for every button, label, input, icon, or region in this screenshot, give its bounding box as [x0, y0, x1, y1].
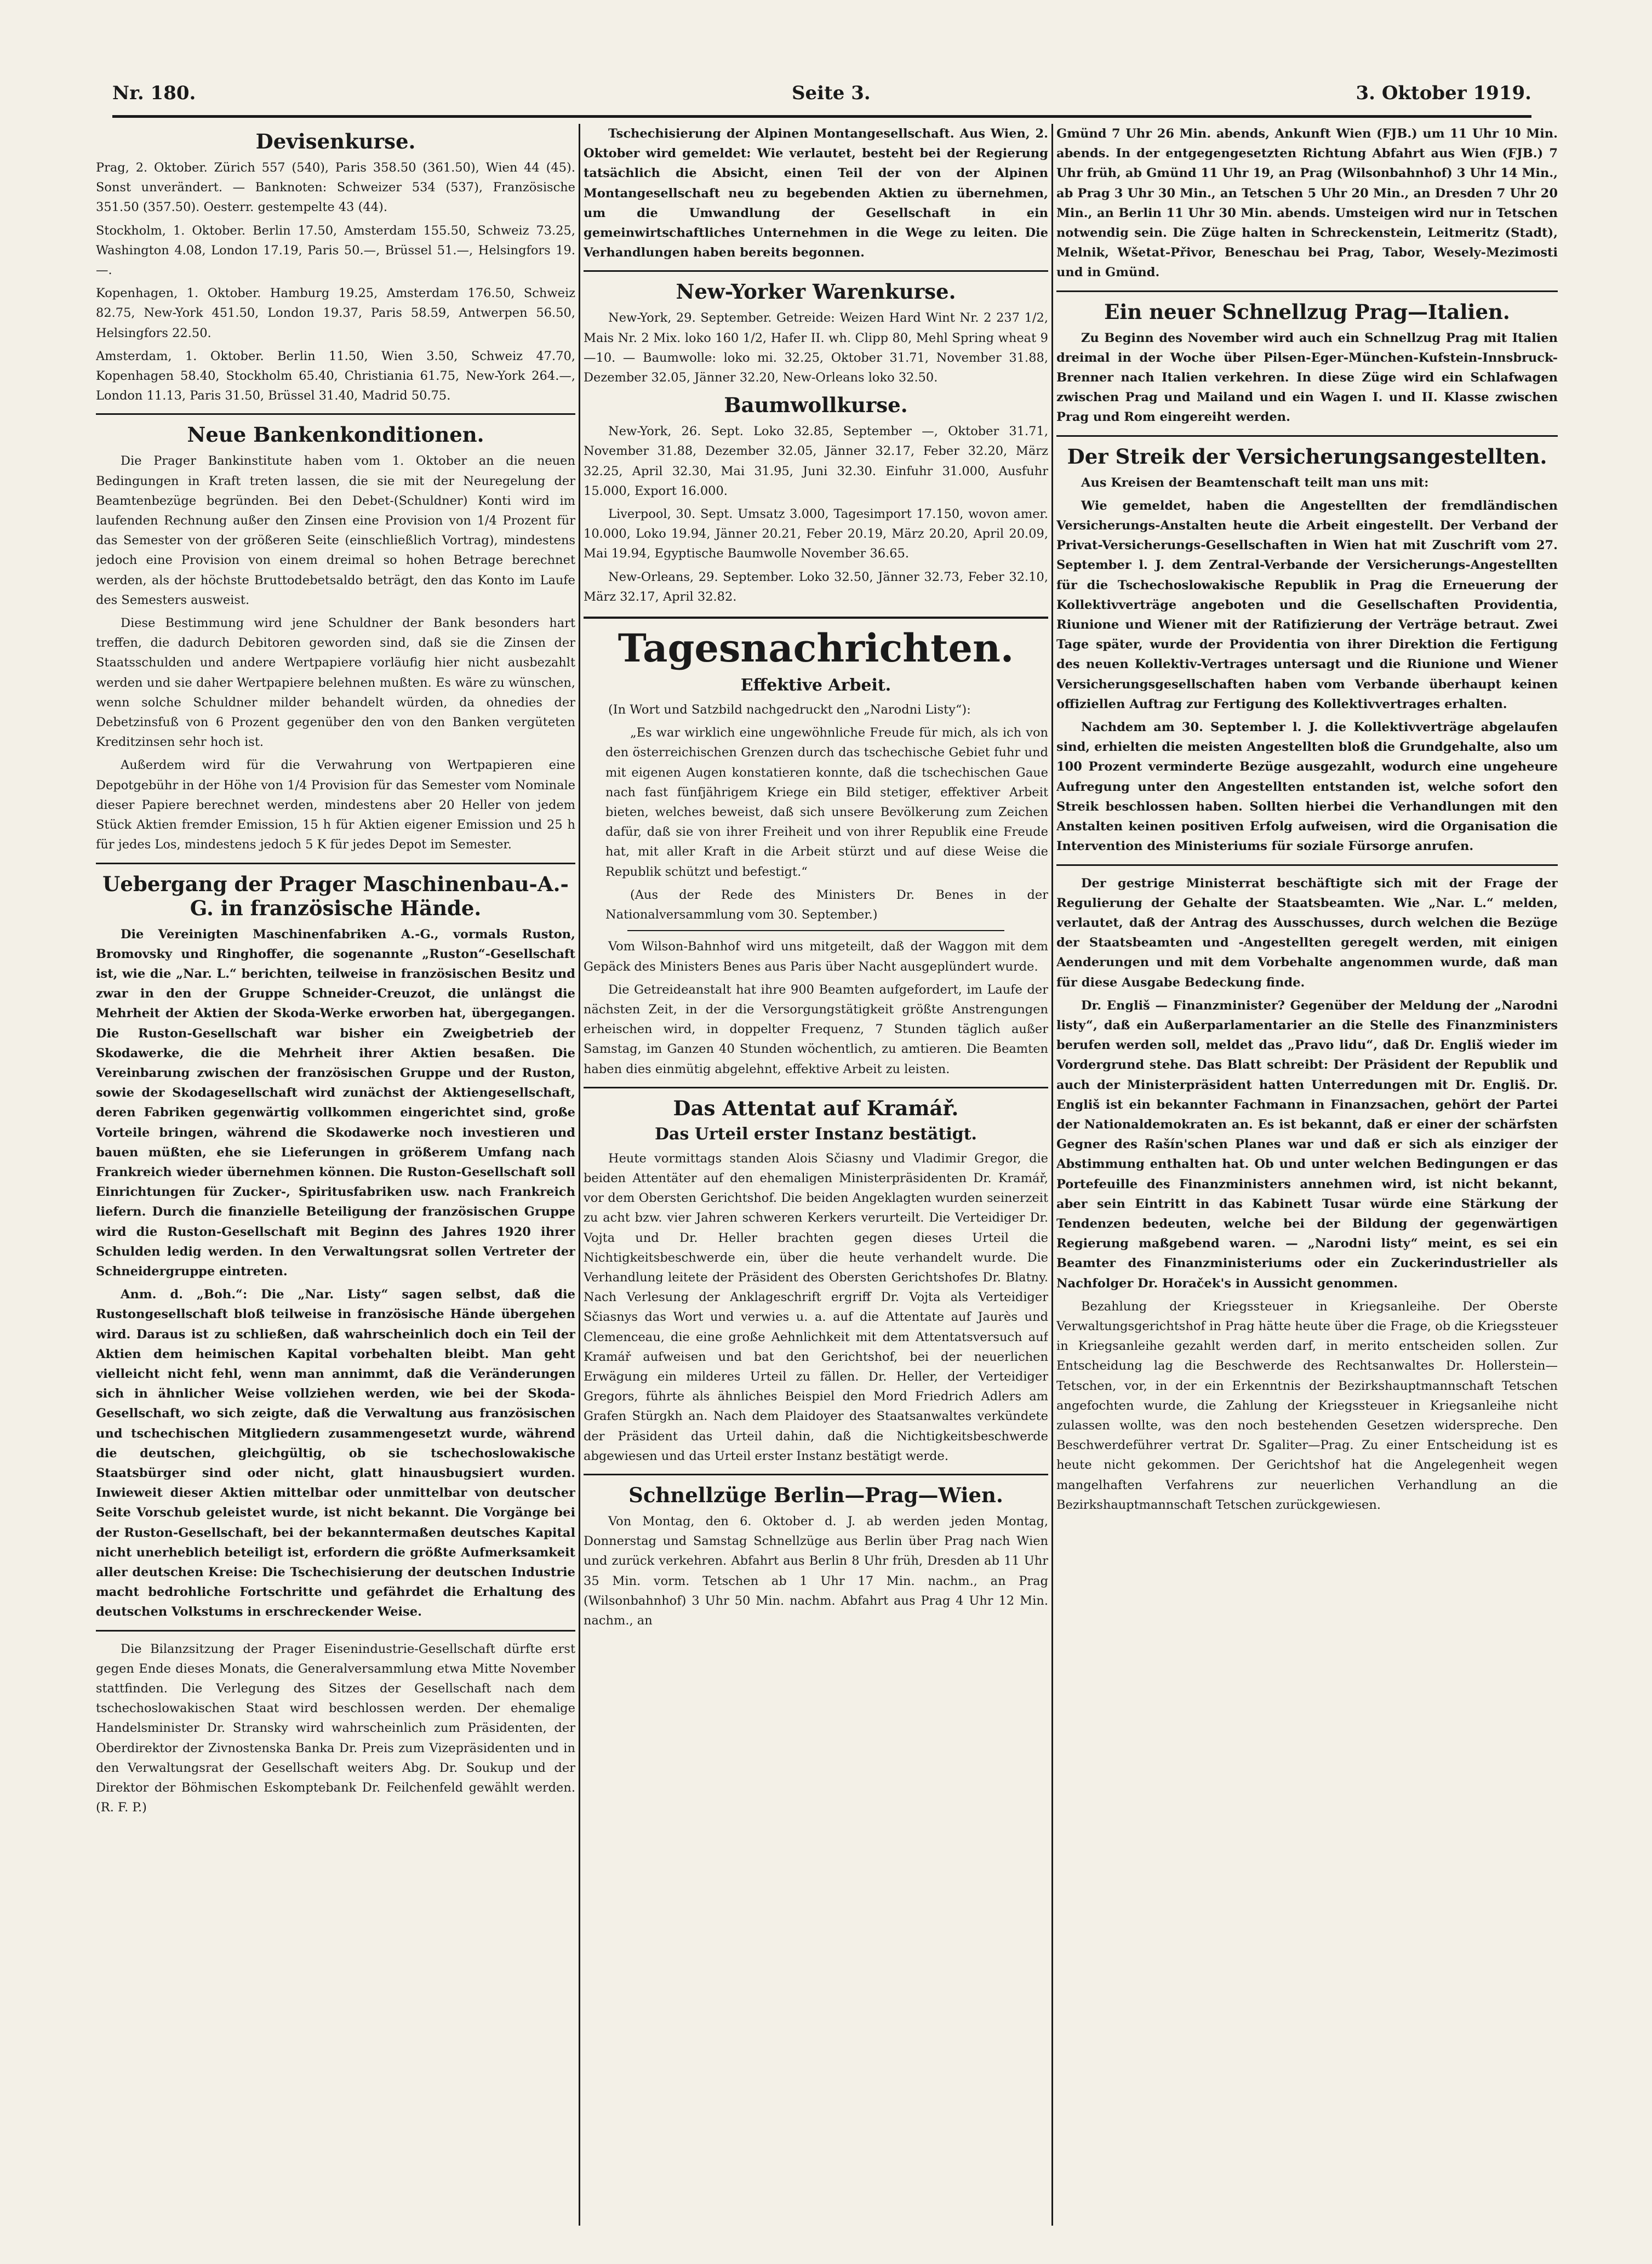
paragraph: Diese Bestimmung wird jene Schuldner der Bank besonders hart treffen, die dadurch Debitoren geworden sind, daß sie die Zinsen der Staatsschulden und andere Wertpapiere vorläufig hier nicht ausbezahlt werden und sie daher Wertpapiere belehnen mußten. Es wäre zu wünschen, wenn solche Schuldner milder behandelt würden, da ohnedies der Debetzinsfuß von 6 Prozent gegenüber den von den Banken vergüteten Kreditzinsen sehr hoch ist. — [96, 616, 575, 750]
section-rule — [1056, 435, 1558, 437]
paragraph: Amsterdam, 1. Oktober. Berlin 11.50, Wien 3.50, Schweiz 47.70, Kopenhagen 58.40, Stockholm 65.40, Christiania 61.75, New-York 264.—, London 11.13, Paris 31.50, Brüssel 31.40, Madrid 50.75. — [96, 349, 575, 403]
issue-number: Nr. 180. — [112, 82, 196, 104]
paragraph: Die Getreideanstalt hat ihre 900 Beamten aufgefordert, im Laufe der nächsten Zeit, in der die Versorgungstätigkeit größte Anstrengungen erheischen wird, in doppelter Frequenz, 7 Stunden täglich außer Samstag, im Ganzen 40 Stunden wöchentlich, zu amtieren. Die Beamten haben dies einmütig abgelehnt, effektive Arbeit zu leisten. — [584, 982, 1048, 1076]
article-title: Baumwollkurse. — [724, 393, 908, 418]
paragraph: (Aus der Rede des Ministers Dr. Benes in der Nationalversammlung vom 30. September.) — [605, 887, 1048, 922]
paragraph: Die Vereinigten Maschinenfabriken A.-G., vormals Ruston, Bromovsky und Ringhoffer, die sogenannte „Ruston“-Gesellschaft ist, wie die „Nar. L.“ berichten, teilweise in französischen Besitz und zwar in den der Gruppe Schneider-Creuzot, die unlängst die Mehrheit der Aktien der Skoda-Werke erworben hat, übergegangen. Die Ruston-Gesellschaft war bisher ein Zweigbetrieb der Skodawerke, die die Mehrheit ihrer Aktien besaßen. Die Vereinbarung zwischen der französischen Gruppe und der Ruston, sowie der Skodagesellschaft wird zunächst der Aktiengesellschaft, deren Fabriken gegenwärtig vollkommen eingerichtet sind, große Vorteile bringen, während die Skodawerke noch investieren und bauen müßten, ehe sie Lieferungen in größerem Umfang nach Frankreich wieder übernehmen können. Die Ruston-Gesellschaft soll Einrichtungen für Zucker-, Spiritusfabriken usw. nach Frankreich liefern. Durch die finanzielle Beteiligung der französischen Gruppe wird die Ruston-Gesellschaft mit Beginn des Jahres 1920 ihrer Schulden ledig werden. In den Verwaltungsrat sollen Vertreter der Schneidergruppe eintreten. — [96, 927, 575, 1279]
article-title: Der Streik der Versicherungsangestellten. — [1067, 444, 1547, 469]
paragraph: Liverpool, 30. Sept. Umsatz 3.000, Tagesimport 17.150, wovon amer. 10.000, Loko 19.94, Jänner 20.21, Feber 20.19, März 20.20, April 20.09, Mai 19.94, Egyptische Baumwolle November 36.65. — [584, 507, 1048, 561]
paragraph: Außerdem wird für die Verwahrung von Wertpapieren eine Depotgebühr in der Höhe von 1/4 Provision für das Semester vom Nominale dieser Papiere berechnet werden, mindestens aber 20 Heller von jedem Stück Aktien fremder Emission, 15 h für Aktien eigener Emission und 25 h für jedes Los, mindestens jedoch 5 K für jedes Depot im Semester. — [96, 758, 575, 852]
article-tagesnachrichten — [584, 617, 1048, 1079]
separator — [627, 930, 1004, 931]
paragraph: Die Bilanzsitzung der Prager Eisenindustrie-Gesellschaft dürfte erst gegen Ende dieses Monats, die Generalversammlung etwa Mitte November stattfinden. Die Verlegung des Sitzes der Gesellschaft nach dem tschechoslowakischen Staat wird beschlossen werden. Der ehemalige Handelsminister Dr. Stransky wird wahrscheinlich zum Präsidenten, der Oberdirektor der Zivnostenska Banka Dr. Preis zum Vizepräsidenten und in den Verwaltungsrat der Gesellschaft weiters Abg. Dr. Soukup und der Direktor der Böhmischen Eskomptebank Dr. Feilchenfeld gewählt werden. (R. F. P.) — [96, 1641, 575, 1815]
article-title: Devisenkurse. — [255, 129, 416, 153]
section-rule — [584, 1474, 1048, 1475]
paragraph: Anm. d. „Boh.“: Die „Nar. Listy“ sagen selbst, daß die Rustongesellschaft bloß teilweise in französische Hände übergehen wird. Daraus ist zu schließen, daß wahrscheinlich doch ein Teil der Aktien dem heimischen Kapital vorbehalten bleibt. Man geht vielleicht nicht fehl, wenn man annimmt, daß die Veränderungen sich in ähnlicher Weise vollziehen werden, wie bei der Skoda-Gesellschaft, wo sich zeigte, daß die Verwaltung aus französischen und tschechischen Mitgliedern zusammengesetzt wurde, während die deutschen, gleichgültig, ob sie tschechoslowakische Staatsbürger sind oder nicht, glatt hinausbugsiert wurden. Inwieweit dieser Aktien mittelbar oder unmittelbar von deutscher Seite Vorschub geleistet wurde, ist nicht bekannt. Die Vorgänge bei der Ruston-Gesellschaft, bei der bekanntermaßen deutsches Kapital nicht unerheblich beteiligt ist, erfordern die größte Aufmerksamkeit aller deutschen Kreise: Die Tschechisierung der deutschen Industrie macht bedrohliche Fortschritte und gefährdet die Erhaltung des deutschen Volkstums in erschreckender Weise. — [96, 1287, 575, 1619]
column-divider — [1051, 124, 1053, 2226]
paragraph: „Es war wirklich eine ungewöhnliche Freude für mich, als ich von den österreichischen Grenzen durch das tschechische Gebiet fuhr und mit eigenen Augen konstatieren konnte, daß die tschechischen Gaue nach fast fünfjährigem Kriege ein Bild stetiger, effektiver Arbeit bieten, welches beweist, daß sich unsere Bevölkerung zum Zeichen dafür, daß sie von ihrer Freiheit und von ihrer Republik eine Freude hat, mit aller Kraft in die Arbeit stürzt und auf diese Weise die Republik schützt und befestigt.“ — [605, 726, 1048, 879]
article-newyork — [584, 280, 1048, 387]
section-rule — [1056, 864, 1558, 866]
paragraph: Die Prager Bankinstitute haben vom 1. Oktober an die neuen Bedingungen in Kraft treten lassen, die sie mit der Neuregelung der Beamtenbezüge begründen. Bei den Debet-(Schuldner) Konti wird im laufenden Rechnung außer den Zinsen eine Provision von 1/4 Prozent für das Semester von der größeren Seite (einschließlich Vortrag), mindestens jedoch eine Provision von einem dreimal so hohen Betrage berechnet werden, als der höchste Bruttodebetsaldo beträgt, den das Konto im Laufe des Semesters ausweist. — [96, 454, 575, 607]
article-schnellzuege — [584, 1483, 1048, 1630]
section-rule — [96, 413, 575, 415]
paragraph: New-York, 29. September. Getreide: Weizen Hard Wint Nr. 2 237 1/2, Mais Nr. 2 Mix. loko 160 1/2, Hafer II. wh. Clipp 80, Mehl Spring wheat 9—10. — Baumwolle: loko mi. 32.25, Oktober 31.71, November 31.88, Dezember 32.05, Jänner 32.20, New-Orleans loko 32.50. — [584, 311, 1048, 385]
paragraph: Stockholm, 1. Oktober. Berlin 17.50, Amsterdam 155.50, Schweiz 73.25, Washington 4.08, London 17.19, Paris 50.—, Brüssel 51.—, Helsingfors 19.—. — [96, 223, 575, 278]
paragraph: New-Orleans, 29. September. Loko 32.50, Jänner 32.73, Feber 32.10, März 32.17, April 32.82. — [584, 569, 1048, 604]
article-title: New-Yorker Warenkurse. — [676, 280, 956, 304]
article-title: Schnellzüge Berlin—Prag—Wien. — [628, 1482, 1003, 1507]
paragraph: Der gestrige Ministerrat beschäftigte sich mit der Frage der Regulierung der Gehalte der Staatsbeamten. Wie „Nar. L.“ melden, verlautet, daß der Antrag des Ausschusses, durch welchen die Bezüge der Staatsbeamten und -Angestellten geregelt werden, mit einigen Aenderungen und mit dem Vorbehalte angenommen wurde, daß man für diese Ausgabe Bedeckung finde. — [1056, 876, 1558, 990]
issue-date: 3. Oktober 1919. — [1356, 82, 1531, 104]
paragraph: Tschechisierung der Alpinen Montangesellschaft. Aus Wien, 2. Oktober wird gemeldet: Wie verlautet, besteht bei der Regierung tatsächlich die Absicht, einen Teil der von der Alpinen Montangesellschaft neu zu begebenden Aktien zu übernehmen, um die Umwandlung der Gesellschaft in ein gemeinwirtschaftliches Unternehmen in die Wege zu leiten. Die Verhandlungen haben bereits begonnen. — [584, 127, 1048, 260]
paragraph: Aus Kreisen der Beamtenschaft teilt man uns mit: — [1081, 475, 1429, 490]
paragraph: Von Montag, den 6. Oktober d. J. ab werden jeden Montag, Donnerstag und Samstag Schnellzüge aus Berlin über Prag nach Wien und zurück verkehren. Abfahrt aus Berlin 8 Uhr früh, Dresden ab 11 Uhr 35 Min. vorm. Tetschen ab 1 Uhr 17 Min. nachm., an Prag (Wilsonbahnhof) 3 Uhr 50 Min. nachm. Abfahrt aus Prag 4 Uhr 12 Min. nachm., an — [584, 1514, 1048, 1628]
article-italien — [1056, 300, 1558, 427]
section-rule — [1056, 290, 1558, 292]
article-bankenkonditionen — [96, 423, 575, 854]
article-subtitle: Das Urteil erster Instanz bestätigt. — [654, 1124, 978, 1144]
paragraph: (In Wort und Satzbild nachgedruckt den „Narodni Listy“): — [608, 703, 971, 717]
article-devisenkurse — [96, 129, 575, 406]
paragraph: Dr. Engliš — Finanzminister? Gegenüber der Meldung der „Narodni listy“, daß ein Außerparlamentarier an die Stelle des Finanzministers berufen werden soll, meldet das „Pravo lidu“, daß Dr. Engliš wieder im Vordergrund stehe. Das Blatt schreibt: Der Präsident der Republik und auch der Ministerpräsident hatten Unterredungen mit Dr. Engliš. Dr. Engliš ist ein bekannter Fachmann in Finanzsachen, gehört der Partei der Nationaldemokraten an. Es ist bekannt, daß er einer der schärfsten Gegner des Rašín'schen Planes war und daß er sich als einziger der Abstimmung enthalten hat. Ob und unter welchen Bedingungen er das Portefeuille des Finanzministers annehmen wird, ist nicht bekannt, aber sein Eintritt in das Kabinett Tusar würde eine Stärkung der Tendenzen bedeuten, welche bei der Bildung der gegenwärtigen Regierung maßgebend waren. — „Narodni listy“ meint, es sei ein Beamter des Finanzministeriums oder ein Zuckerindustrieller als Nachfolger Dr. Horaček's in Aussicht genommen. — [1056, 998, 1558, 1291]
article-title: Effektive Arbeit. — [740, 676, 891, 695]
paragraph: Gmünd 7 Uhr 26 Min. abends, Ankunft Wien (FJB.) um 11 Uhr 10 Min. abends. In der entgegengesetzten Richtung Abfahrt aus Wien (FJB.) 7 Uhr früh, ab Gmünd 11 Uhr 19, an Prag (Wilsonbahnhof) 3 Uhr 14 Min., ab Prag 3 Uhr 30 Min., an Tetschen 5 Uhr 20 Min., an Dresden 7 Uhr 20 Min., an Berlin 11 Uhr 30 Min. abends. Umsteigen wird nur in Tetschen notwendig sein. Die Züge halten in Schreckenstein, Leitmeritz (Stadt), Melnik, Wšetat-Přivor, Beneschau bei Prag, Tabor, Wesely-Mezimosti und in Gmünd. — [1056, 127, 1558, 280]
column-middle — [584, 124, 1048, 2226]
paragraph: Nachdem am 30. September l. J. die Kollektivverträge abgelaufen sind, erhielten die meisten Angestellten bloß die Grundgehalte, also um 100 Prozent verminderte Bezüge ausgezahlt, wodurch eine ungeheure Aufregung unter den Angestellten entstanden ist, welche sofort den Streik beschlossen haben. Sollten hierbei die Verhandlungen mit den Anstalten keinen positiven Erfolg aufweisen, wird die Organisation die Intervention des Ministeriums für soziale Fürsorge anrufen. — [1056, 720, 1558, 854]
paragraph: Zu Beginn des November wird auch ein Schnellzug Prag mit Italien dreimal in der Woche über Pilsen-Eger-München-Kufstein-Innsbruck-Brenner nach Italien verkehren. In diese Züge wird ein Schlafwagen zwischen Prag und Mailand und ein Wagen I. und II. Klasse zwischen Prag und Rom eingereiht werden. — [1056, 330, 1558, 425]
article-baumwolle — [584, 393, 1048, 607]
article-alpine — [584, 124, 1048, 263]
article-title: Das Attentat auf Kramář. — [673, 1096, 959, 1120]
article-kramar — [584, 1096, 1048, 1466]
article-ministerrat — [1056, 874, 1558, 1515]
column-right — [1056, 124, 1558, 2226]
article-streik — [1056, 444, 1558, 857]
section-rule — [96, 863, 575, 864]
section-rule — [96, 1630, 575, 1632]
column-divider — [579, 124, 580, 2226]
section-rule — [584, 1087, 1048, 1088]
column-left — [96, 124, 575, 2226]
page-header — [112, 82, 1531, 109]
paragraph: Bezahlung der Kriegssteuer in Kriegsanleihe. Der Oberste Verwaltungsgerichtshof in Prag hätte heute über die Frage, ob die Kriegssteuer in Kriegsanleihe gezahlt werden darf, in merito entscheiden sollen. Zur Entscheidung lag die Beschwerde des Rechtsanwaltes Dr. Hollerstein—Tetschen, vor, in der ein Erkenntnis der Bezirkshauptmannschaft Tetschen angefochten wurde, die Zahlung der Kriegssteuer in Kriegsanleihe nicht zulassen wollte, was den noch bestehenden Gesetzen widerspreche. Den Beschwerdeführer vertrat Dr. Sgaliter—Prag. Zu einer Entscheidung ist es heute nicht gekommen. Der Gerichtshof hat die Angelegenheit wegen mangelhaften Verfahrens zur neuerlichen Verhandlung an die Bezirkshauptmannschaft Tetschen zurückgewiesen. — [1056, 1299, 1558, 1512]
paragraph: Wie gemeldet, haben die Angestellten der fremdländischen Versicherungs-Anstalten heute die Arbeit eingestellt. Der Verband der Privat-Versicherungs-Gesellschaften in Wien hat mit Zuschrift vom 27. September l. J. dem Zentral-Verbande der Versicherungs-Angestellten für die Tschechoslowakische Republik in Prag die Erneuerung der Kollektivverträge angeboten und die Gesellschaften Providentia, Riunione und Wiener mit der Ratifizierung der Verträge betraut. Zwei Tage später, wurde der Providentia von ihrer Direktion die Fertigung des neuen Kollektiv-Vertrages untersagt und die Riunione und Wiener Versicherungsgesellschaften haben vom Verbande überhaupt keinen offiziellen Auftrag zur Fertigung des Kollektivvertrages erhalten. — [1056, 498, 1558, 711]
article-maschinenbau — [96, 872, 575, 1818]
header-rule — [112, 115, 1531, 118]
paragraph: Prag, 2. Oktober. Zürich 557 (540), Paris 358.50 (361.50), Wien 44 (45). Sonst unverändert. — Banknoten: Schweizer 534 (537), Französische 351.50 (357.50). Oesterr. gestempelte 43 (44). — [96, 161, 575, 215]
article-title: Ein neuer Schnellzug Prag—Italien. — [1104, 299, 1510, 324]
section-rule — [584, 270, 1048, 272]
page-number: Seite 3. — [792, 82, 871, 104]
paragraph: Heute vormittags standen Alois Sčiasny und Vladimir Gregor, die beiden Attentäter auf den ehemaligen Ministerpräsidenten Dr. Kramář, vor dem Obersten Gerichtshof. Die beiden Angeklagten wurden seinerzeit zu acht bzw. vier Jahren schweren Kerkers verurteilt. Die Verteidiger Dr. Vojta und Dr. Heller brachten gegen dieses Urteil die Nichtigkeitsbeschwerde ein, über die heute verhandelt wurde. Die Verhandlung leitete der Präsident des Obersten Gerichtshofes Dr. Blatny. Nach Verlesung der Anklageschrift ergriff Dr. Vojta als Verteidiger Sčiasnys das Wort und verwies u. a. auf die Attentate auf Jaurès und Clemenceau, die eine große Aehnlichkeit mit dem Attentatsversuch auf Kramář aufweisen und bat den Gerichtshof, bei der neuerlichen Erwägung ein milderes Urteil zu fällen. Dr. Heller, der Verteidiger Gregors, führte als ähnliches Beispiel den Mord Friedrich Adlers am Grafen Stürgkh an. Nach dem Plaidoyer des Staatsanwaltes verkündete der Präsident das Urteil dahin, daß die Nichtigkeitsbeschwerde abgewiesen und das Urteil erster Instanz bestätigt werde. — [584, 1151, 1048, 1463]
article-title: Neue Bankenkonditionen. — [187, 423, 484, 447]
paragraph: Kopenhagen, 1. Oktober. Hamburg 19.25, Amsterdam 176.50, Schweiz 82.75, New-York 451.50, London 19.37, Paris 58.59, Antwerpen 56.50, Helsingfors 22.50. — [96, 286, 575, 340]
paragraph: New-York, 26. Sept. Loko 32.85, September —, Oktober 31.71, November 31.88, Dezember 32.05, Jänner 32.17, Feber 32.20, März 32.25, April 32.30, Mai 31.95, Juni 32.30. Einfuhr 31.000, Ausfuhr 15.000, Export 16.000. — [584, 424, 1048, 498]
section-title: Tagesnachrichten. — [584, 617, 1048, 671]
paragraph: Vom Wilson-Bahnhof wird uns mitgeteilt, daß der Waggon mit dem Gepäck des Ministers Benes aus Paris über Nacht ausgeplündert wurde. — [584, 939, 1048, 974]
article-title: Uebergang der Prager Maschinenbau-A.-G. in französische Hände. — [102, 871, 569, 920]
